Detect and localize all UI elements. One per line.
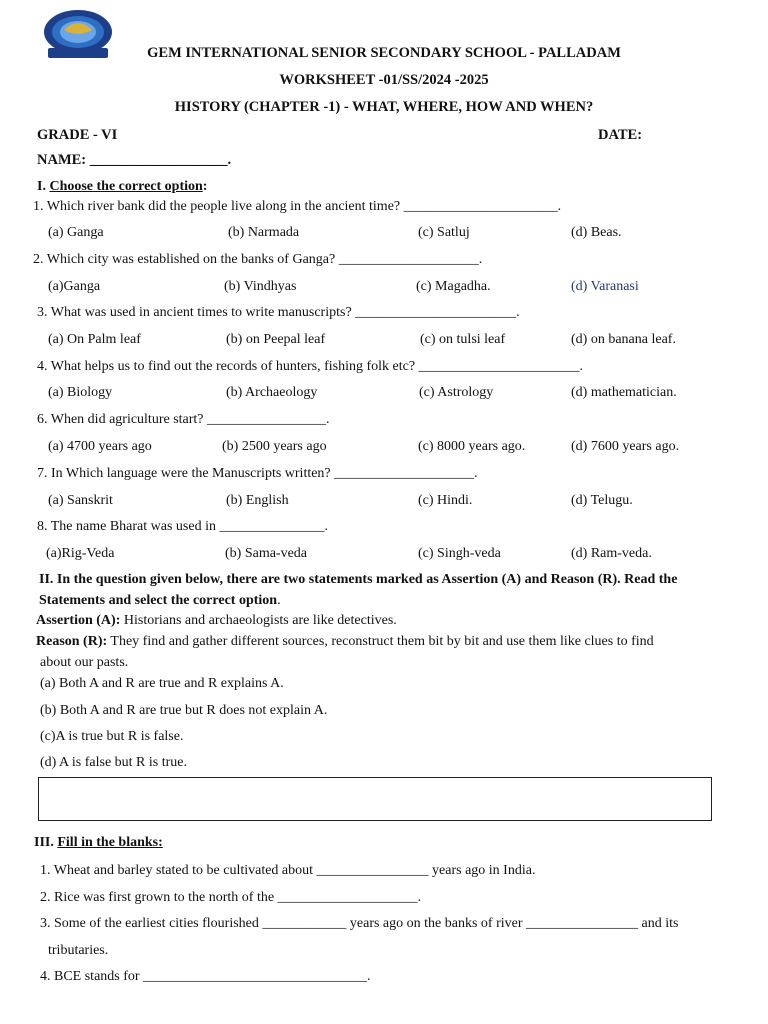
section2-instruction-text: . In the question given below, there are two statements marked as Assertion (A) and Reason (R). Read the bbox=[49, 572, 678, 587]
fill-blank-1: 1. Wheat and barley stated to be cultivated about ________________ years ago in India. bbox=[40, 863, 536, 878]
section1-title: Choose the correct option bbox=[49, 179, 203, 194]
q8-option-b: (b) Sama-veda bbox=[225, 546, 308, 561]
q2-option-c: (c) Magadha. bbox=[416, 279, 491, 294]
q1-option-c: (c) Satluj bbox=[418, 225, 470, 240]
q7-option-a: (a) Sanskrit bbox=[48, 493, 113, 508]
section2-instruction-text2: Statements and select the correct option bbox=[39, 593, 278, 608]
fill-blank-2: 2. Rice was first grown to the north of the ____________________. bbox=[40, 890, 422, 905]
reason-label: Reason (R): bbox=[36, 634, 108, 649]
assertion-statement bbox=[36, 613, 397, 629]
q6-option-a: (a) 4700 years ago bbox=[48, 439, 152, 454]
q7-option-d: (d) Telugu. bbox=[571, 493, 633, 508]
q2-option-a: (a)Ganga bbox=[48, 279, 101, 294]
q8-option-c: (c) Singh-veda bbox=[418, 546, 501, 561]
q8-option-a: (a)Rig-Veda bbox=[46, 546, 115, 561]
question-6: 6. When did agriculture start? _________________. bbox=[37, 412, 330, 427]
section1-colon: : bbox=[202, 179, 208, 194]
assertion-label: Assertion (A): bbox=[36, 613, 121, 628]
question-8: 8. The name Bharat was used in _______________. bbox=[37, 519, 328, 534]
section2-instruction-line1 bbox=[39, 572, 677, 588]
section1-heading bbox=[37, 179, 207, 195]
section1-number: I. bbox=[37, 179, 46, 194]
q4-option-b: (b) Archaeology bbox=[226, 385, 318, 400]
section2-number: II bbox=[39, 572, 50, 587]
q1-option-a: (a) Ganga bbox=[48, 225, 104, 240]
q4-option-a: (a) Biology bbox=[48, 385, 113, 400]
q3-option-b: (b) on Peepal leaf bbox=[226, 332, 326, 347]
worksheet-code: WORKSHEET -01/SS/2024 -2025 bbox=[279, 72, 489, 88]
fill-blank-4: 4. BCE stands for ________________________________. bbox=[40, 969, 371, 984]
ar-option-d: (d) A is false but R is true. bbox=[40, 755, 187, 770]
answer-box[interactable] bbox=[38, 777, 712, 821]
q3-option-a: (a) On Palm leaf bbox=[48, 332, 141, 347]
q2-option-b: (b) Vindhyas bbox=[224, 279, 297, 294]
q7-option-b: (b) English bbox=[226, 493, 289, 508]
q4-option-d: (d) mathematician. bbox=[571, 385, 677, 400]
fill-blank-3: 3. Some of the earliest cities flourished ____________ years ago on the banks of river ________________ and its bbox=[40, 916, 679, 931]
ar-option-c: (c)A is true but R is false. bbox=[40, 729, 184, 744]
date-label: DATE: bbox=[598, 127, 643, 143]
reason-text: They find and gather different sources, reconstruct them bit by bit and use them like clues to find bbox=[107, 634, 654, 649]
ar-option-a: (a) Both A and R are true and R explains A. bbox=[40, 676, 284, 691]
question-3: 3. What was used in ancient times to write manuscripts? _______________________. bbox=[37, 305, 520, 320]
grade-label: GRADE - VI bbox=[37, 127, 118, 143]
question-7: 7. In Which language were the Manuscripts written? ____________________. bbox=[37, 466, 478, 481]
reason-statement bbox=[36, 634, 654, 650]
q3-option-d: (d) on banana leaf. bbox=[571, 332, 676, 347]
section3-title: Fill in the blanks: bbox=[57, 835, 163, 850]
q6-option-b: (b) 2500 years ago bbox=[222, 439, 327, 454]
q4-option-c: (c) Astrology bbox=[419, 385, 494, 400]
school-name: GEM INTERNATIONAL SENIOR SECONDARY SCHOOL - PALLADAM bbox=[147, 45, 621, 61]
q3-option-c: (c) on tulsi leaf bbox=[420, 332, 506, 347]
q7-option-c: (c) Hindi. bbox=[418, 493, 473, 508]
question-2: 2. Which city was established on the banks of Ganga? ____________________. bbox=[33, 252, 483, 267]
question-4: 4. What helps us to find out the records of hunters, fishing folk etc? _______________________. bbox=[37, 359, 584, 374]
section2-instruction-line2: Statements and select the correct option. bbox=[39, 593, 281, 608]
assertion-text: Historians and archaeologists are like detectives. bbox=[120, 613, 397, 628]
chapter-title: HISTORY (CHAPTER -1) - WHAT, WHERE, HOW AND WHEN? bbox=[174, 99, 594, 115]
q2-option-d: (d) Varanasi bbox=[571, 279, 639, 294]
question-1: 1. Which river bank did the people live along in the ancient time? ______________________. bbox=[33, 199, 562, 214]
q6-option-c: (c) 8000 years ago. bbox=[418, 439, 526, 454]
reason-text-cont: about our pasts. bbox=[40, 655, 129, 670]
q1-option-b: (b) Narmada bbox=[228, 225, 300, 240]
q8-option-d: (d) Ram-veda. bbox=[571, 546, 652, 561]
section3-heading bbox=[34, 835, 163, 851]
section3-number: III. bbox=[34, 835, 54, 850]
q1-option-d: (d) Beas. bbox=[571, 225, 622, 240]
name-label: NAME: ___________________. bbox=[37, 152, 232, 168]
ar-option-b: (b) Both A and R are true but R does not explain A. bbox=[40, 703, 328, 718]
fill-blank-3-cont: tributaries. bbox=[48, 943, 109, 958]
q6-option-d: (d) 7600 years ago. bbox=[571, 439, 680, 454]
